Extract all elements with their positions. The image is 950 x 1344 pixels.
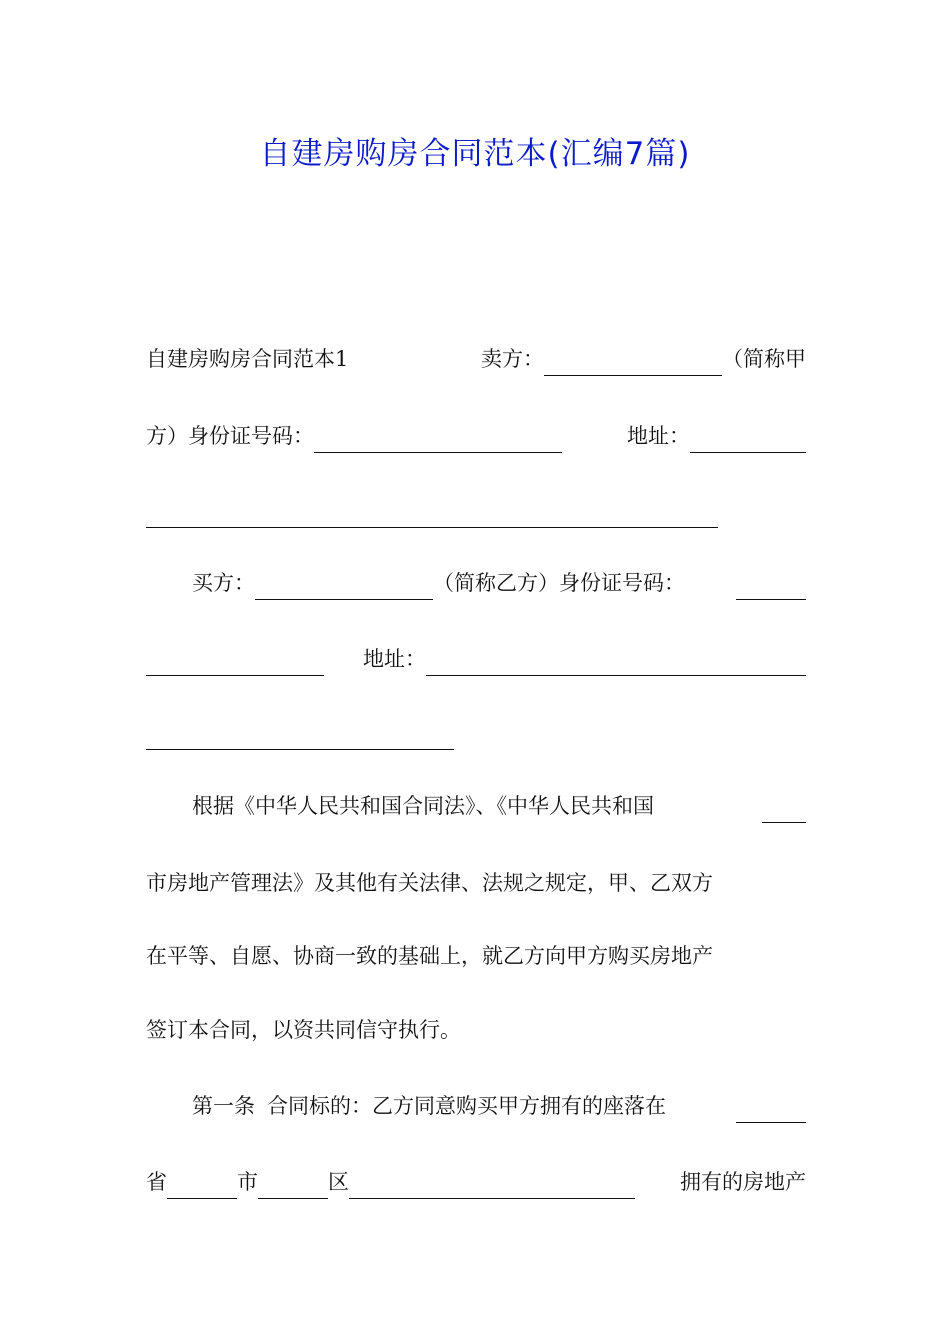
province-label: 省 bbox=[146, 1170, 167, 1194]
province-blank[interactable] bbox=[167, 1174, 237, 1199]
buyer-label: 买方： bbox=[192, 571, 255, 595]
preamble-text-2: 市房地产管理法》及其他有关法律、法规之规定，甲、乙双方 bbox=[146, 871, 713, 895]
preamble-text-3: 在平等、自愿、协商一致的基础上，就乙方向甲方购买房地产 bbox=[146, 944, 713, 968]
preamble-line-3 bbox=[146, 939, 806, 973]
seller-address-line bbox=[146, 494, 806, 528]
seller-address-label: 地址： bbox=[627, 424, 690, 448]
preamble-line-2 bbox=[146, 866, 806, 900]
buyer-address-line bbox=[146, 642, 806, 676]
seller-address-blank[interactable] bbox=[690, 428, 806, 453]
buyer-address-label: 地址： bbox=[363, 647, 426, 671]
seller-name-blank[interactable] bbox=[544, 351, 722, 376]
article-1-label: 第一条 bbox=[192, 1094, 255, 1118]
preamble-text-1: 根据《中华人民共和国合同法》、《中华人民共和国 bbox=[192, 794, 654, 818]
buyer-line bbox=[192, 566, 806, 600]
buyer-address-continued-blank[interactable] bbox=[146, 725, 454, 750]
buyer-name-blank[interactable] bbox=[255, 575, 433, 600]
district-blank[interactable] bbox=[349, 1174, 635, 1199]
property-location-blank[interactable] bbox=[736, 1098, 806, 1123]
contract-heading: 自建房购房合同范本1 bbox=[146, 347, 349, 371]
article-1-text: 合同标的：乙方同意购买甲方拥有的座落在 bbox=[267, 1094, 666, 1118]
buyer-address-blank[interactable] bbox=[426, 651, 806, 676]
document-title: 自建房购房合同范本(汇编7篇) bbox=[259, 136, 691, 172]
seller-line bbox=[146, 342, 806, 376]
seller-short-name-a: （简称甲 bbox=[722, 347, 806, 371]
owned-property-text: 拥有的房地产 bbox=[680, 1170, 806, 1194]
district-label: 区 bbox=[328, 1170, 349, 1194]
preamble-text-4: 签订本合同，以资共同信守执行。 bbox=[146, 1018, 461, 1042]
buyer-id-blank[interactable] bbox=[736, 575, 806, 600]
seller-address-continued-blank[interactable] bbox=[146, 503, 718, 528]
seller-id-blank[interactable] bbox=[314, 428, 562, 453]
city-blank[interactable] bbox=[258, 1174, 328, 1199]
preamble-line-4 bbox=[146, 1013, 806, 1047]
article-1-line-2 bbox=[146, 1165, 806, 1199]
article-1-line-1 bbox=[192, 1089, 806, 1123]
seller-label: 卖方： bbox=[481, 347, 544, 371]
buyer-short-name: （简称乙方）身份证号码： bbox=[433, 571, 685, 595]
buyer-address-continued-line bbox=[146, 716, 806, 750]
preamble-line-1 bbox=[192, 789, 806, 823]
seller-id-line bbox=[146, 419, 806, 453]
buyer-id-continued-blank[interactable] bbox=[146, 651, 324, 676]
city-label: 市 bbox=[237, 1170, 258, 1194]
city-law-blank[interactable] bbox=[762, 798, 806, 823]
seller-short-name-b: 方）身份证号码： bbox=[146, 424, 314, 448]
